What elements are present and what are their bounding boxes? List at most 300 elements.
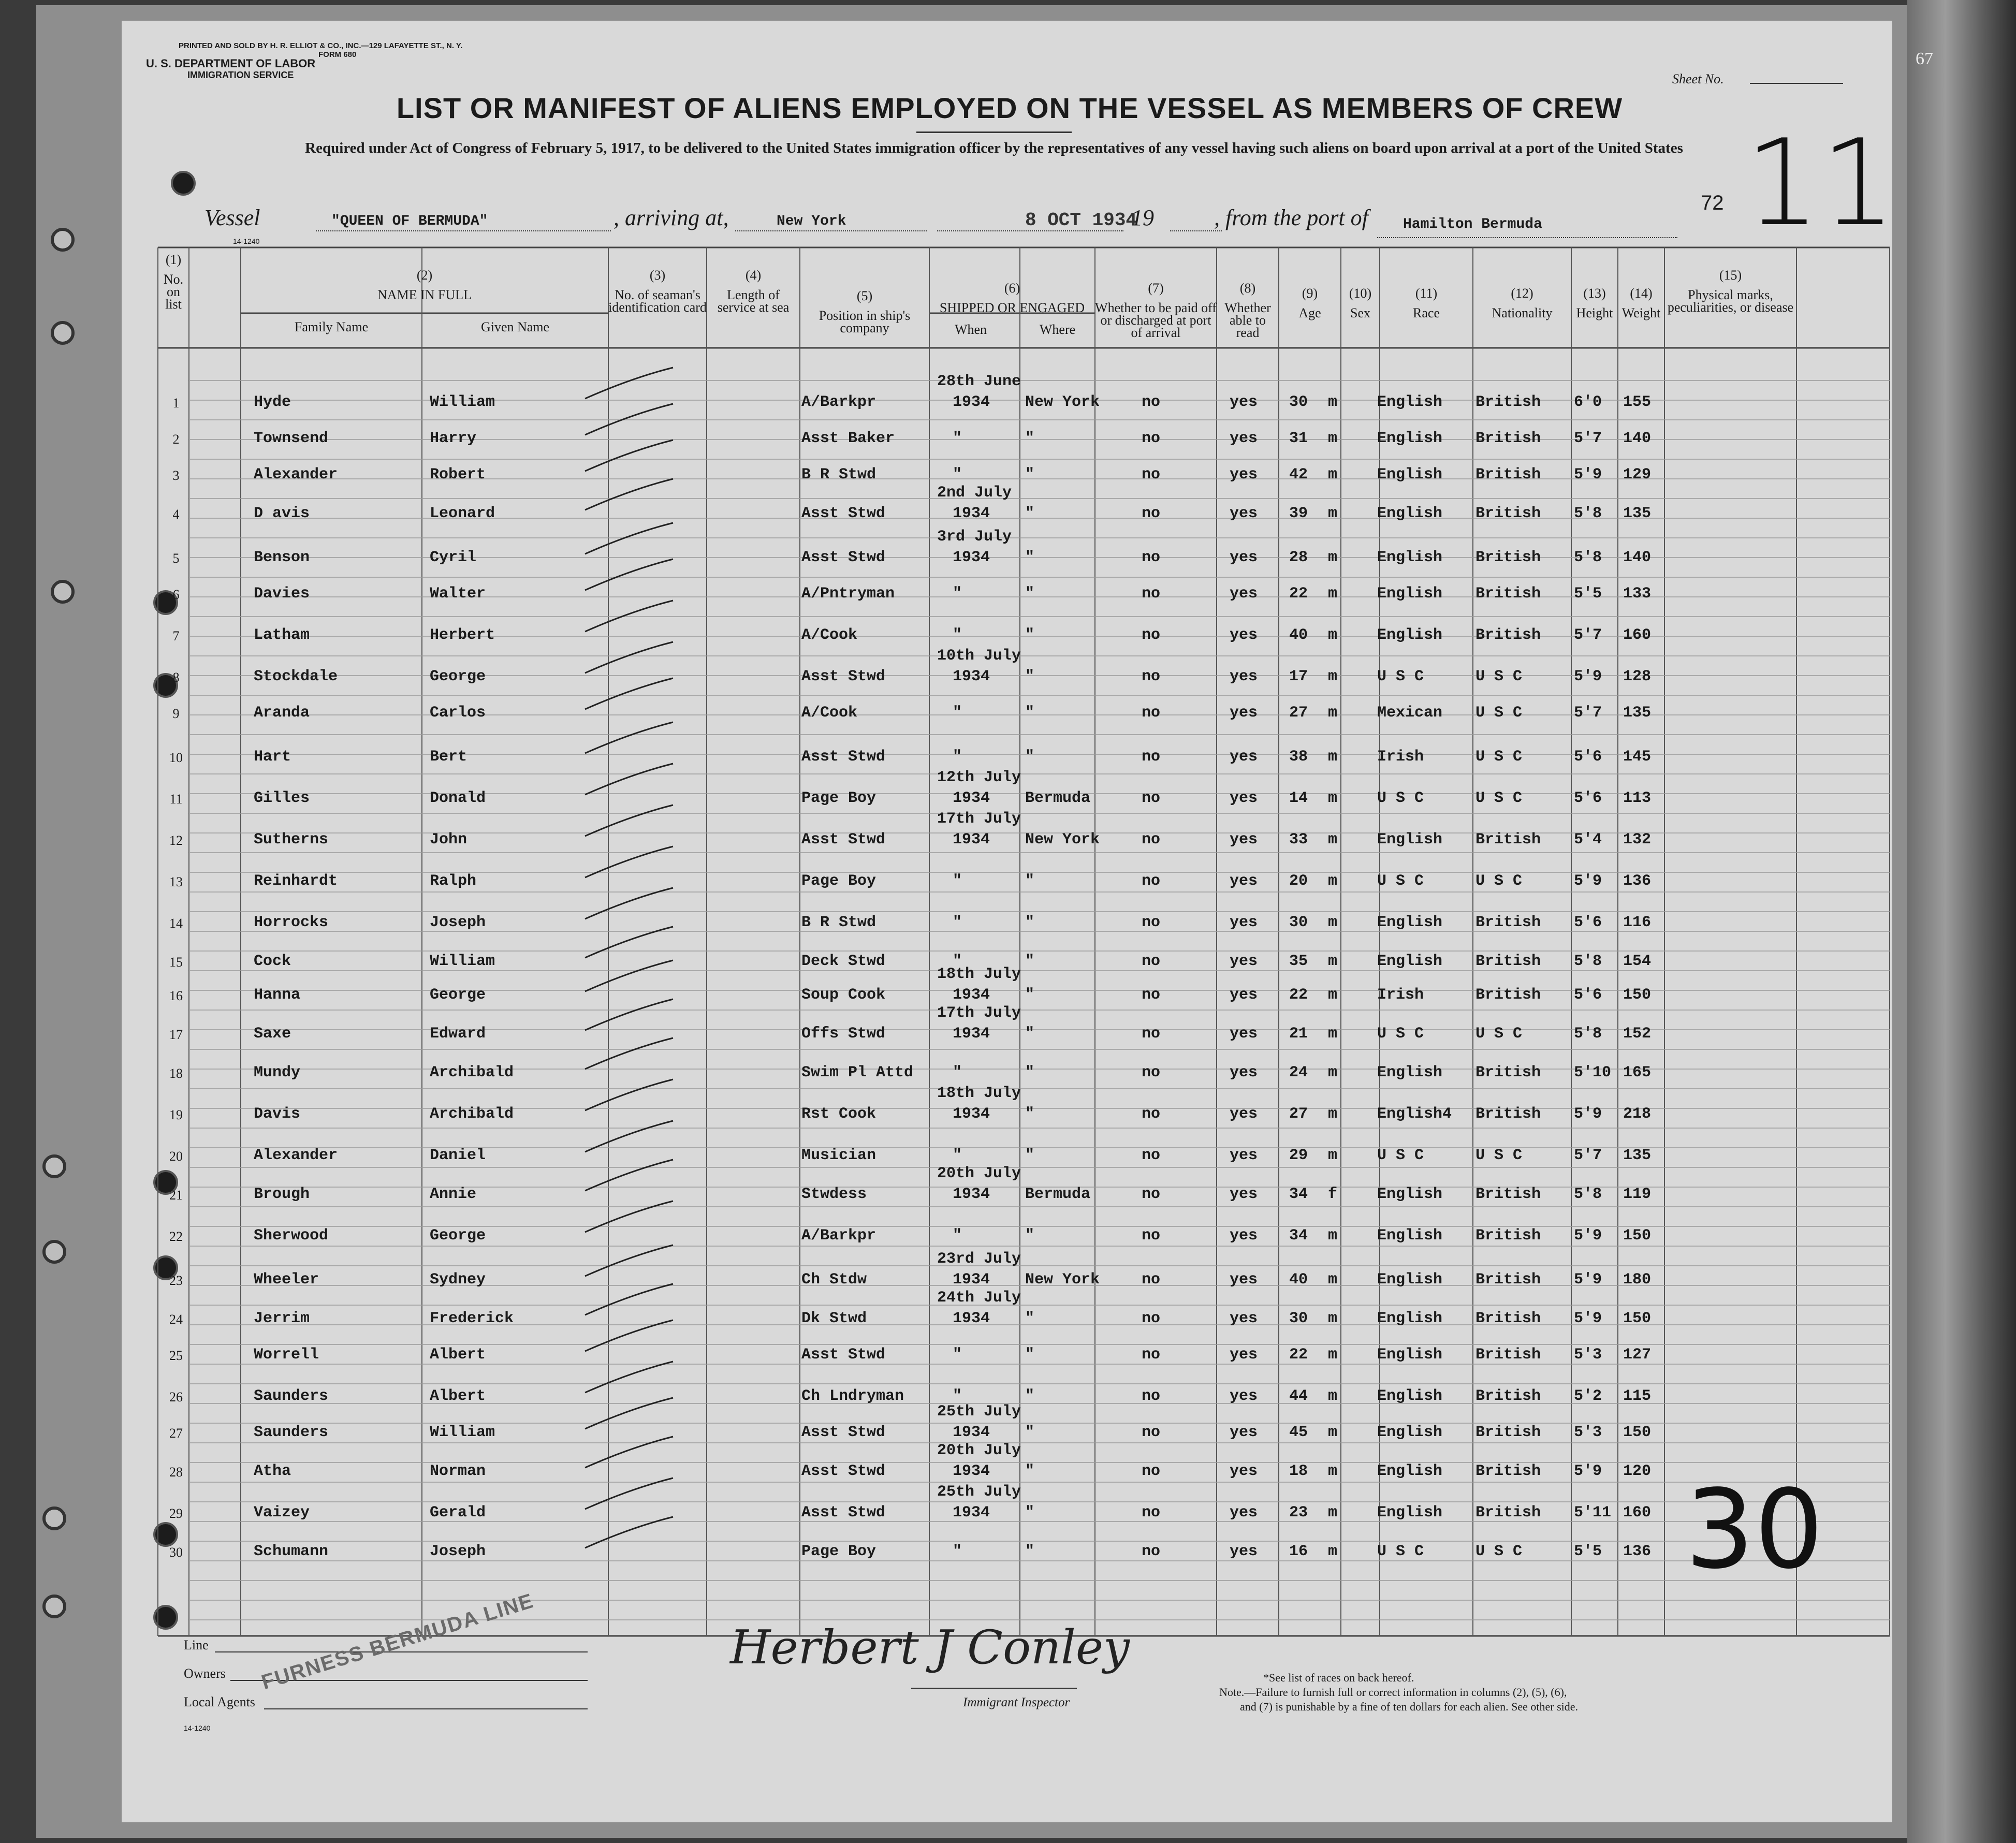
cell-when: 28th June — [937, 373, 1021, 390]
cell-family: D avis — [254, 505, 310, 522]
column-number: (5) — [856, 288, 873, 303]
cell-no: 30 — [169, 1545, 183, 1560]
cell-nat: British — [1476, 986, 1541, 1004]
cell-read: yes — [1230, 1064, 1258, 1081]
cell-position: Asst Stwd — [801, 668, 886, 685]
cell-where: " — [1025, 953, 1035, 970]
column-label: Sex — [1350, 305, 1370, 320]
slash-mark — [585, 642, 673, 673]
cell-nat: British — [1476, 549, 1541, 566]
cell-race: English — [1377, 831, 1443, 849]
cell-age: 44 — [1289, 1387, 1308, 1405]
cell-paid: no — [1142, 1147, 1161, 1164]
cell-paid: no — [1142, 831, 1161, 849]
slash-mark — [585, 1284, 673, 1315]
cell-nat: British — [1476, 1462, 1541, 1480]
cell-when: 1934 — [953, 393, 990, 411]
cell-height: 5'9 — [1574, 668, 1602, 685]
cell-where: " — [1025, 1227, 1035, 1245]
cell-age: 22 — [1289, 1346, 1308, 1364]
cell-read: yes — [1230, 626, 1258, 644]
cell-given: Archibald — [430, 1064, 514, 1081]
cell-position: Asst Stwd — [801, 831, 886, 849]
cell-family: Alexander — [254, 1147, 338, 1164]
cell-sex: m — [1328, 914, 1338, 931]
fine-note-2: and (7) is punishable by a fine of ten dollars for each alien. See other side. — [1240, 1700, 1579, 1713]
cell-race: English — [1377, 505, 1443, 522]
cell-nat: British — [1476, 393, 1541, 411]
cell-when: 1934 — [953, 831, 990, 849]
slash-mark — [585, 888, 673, 919]
cell-given: Herbert — [430, 626, 495, 644]
column-label: Position in ship's company — [819, 308, 911, 335]
department-name: U. S. DEPARTMENT OF LABOR — [146, 57, 316, 70]
cell-family: Sutherns — [254, 831, 329, 849]
cell-family: Benson — [254, 549, 310, 566]
cell-race: English — [1377, 1064, 1443, 1081]
cell-weight: 150 — [1623, 1424, 1652, 1441]
cell-weight: 136 — [1623, 1543, 1652, 1560]
column-label: Given Name — [480, 319, 550, 334]
cell-nat: British — [1476, 1271, 1541, 1289]
column-label: Weight — [1621, 305, 1661, 320]
cell-nat: British — [1476, 1504, 1541, 1522]
cell-when: " — [953, 872, 962, 890]
cell-weight: 150 — [1623, 986, 1652, 1004]
cell-race: U S C — [1377, 789, 1424, 807]
cell-when: 25th July — [937, 1403, 1021, 1421]
cell-no: 15 — [169, 955, 183, 970]
cell-race: English — [1377, 466, 1443, 484]
cell-when: 1934 — [953, 1186, 990, 1203]
cell-given: Frederick — [430, 1310, 514, 1327]
cell-given: Albert — [430, 1346, 486, 1364]
cell-age: 29 — [1289, 1147, 1308, 1164]
cell-where: " — [1025, 1025, 1035, 1043]
cell-no: 19 — [169, 1107, 183, 1122]
column-label: No. on list — [163, 272, 184, 312]
cell-paid: no — [1142, 704, 1161, 722]
cell-nat: British — [1476, 466, 1541, 484]
cell-read: yes — [1230, 986, 1258, 1004]
cell-race: English — [1377, 1387, 1443, 1405]
cell-sex: m — [1328, 1424, 1338, 1441]
slash-mark — [585, 1398, 673, 1429]
page-number: 72 — [1701, 192, 1724, 214]
cell-sex: m — [1328, 831, 1338, 849]
cell-sex: m — [1328, 549, 1338, 566]
cell-sex: m — [1328, 1387, 1338, 1405]
cell-age: 20 — [1289, 872, 1308, 890]
cell-height: 5'8 — [1574, 953, 1602, 970]
cell-when: " — [953, 1387, 962, 1405]
cell-where: " — [1025, 872, 1035, 890]
cell-position: Offs Stwd — [801, 1025, 886, 1043]
cell-weight: 218 — [1623, 1105, 1652, 1123]
cell-read: yes — [1230, 430, 1258, 447]
cell-family: Saunders — [254, 1424, 329, 1441]
cell-sex: m — [1328, 704, 1338, 722]
cell-paid: no — [1142, 1025, 1161, 1043]
cell-nat: British — [1476, 831, 1541, 849]
arriving-port: New York — [777, 213, 846, 229]
cell-paid: no — [1142, 1105, 1161, 1123]
cell-read: yes — [1230, 1462, 1258, 1480]
cell-nat: British — [1476, 626, 1541, 644]
cell-sex: m — [1328, 1105, 1338, 1123]
column-number: (13) — [1583, 286, 1606, 301]
cell-height: 5'4 — [1574, 831, 1602, 849]
cell-given: Albert — [430, 1387, 486, 1405]
cell-sex: m — [1328, 872, 1338, 890]
cell-read: yes — [1230, 549, 1258, 566]
cell-read: yes — [1230, 789, 1258, 807]
cell-sex: f — [1328, 1186, 1338, 1203]
form-number: FORM 680 — [318, 50, 357, 59]
cell-age: 18 — [1289, 1462, 1308, 1480]
vessel-label: Vessel — [204, 205, 260, 230]
cell-when: " — [953, 466, 962, 484]
cell-family: Vaizey — [254, 1504, 310, 1522]
cell-sex: m — [1328, 1310, 1338, 1327]
cell-position: Swim Pl Attd — [801, 1064, 914, 1081]
cell-height: 5'9 — [1574, 1310, 1602, 1327]
cell-sex: m — [1328, 626, 1338, 644]
cell-weight: 135 — [1623, 505, 1652, 522]
cell-sex: m — [1328, 1346, 1338, 1364]
cell-nat: British — [1476, 1227, 1541, 1245]
cell-height: 6'0 — [1574, 393, 1602, 411]
cell-no: 1 — [172, 396, 180, 411]
cell-given: William — [430, 953, 495, 970]
cell-when: " — [953, 626, 962, 644]
slash-mark — [585, 1245, 673, 1276]
cell-race: U S C — [1377, 872, 1424, 890]
cell-race: U S C — [1377, 1147, 1424, 1164]
cell-position: Asst Stwd — [801, 549, 886, 566]
cell-family: Mundy — [254, 1064, 301, 1081]
cell-given: Cyril — [430, 549, 477, 566]
cell-read: yes — [1230, 1147, 1258, 1164]
column-label: Race — [1413, 305, 1440, 320]
cell-family: Stockdale — [254, 668, 338, 685]
cell-given: Donald — [430, 789, 486, 807]
cell-nat: British — [1476, 1424, 1541, 1441]
cell-given: William — [430, 1424, 495, 1441]
cell-weight: 136 — [1623, 872, 1652, 890]
cell-weight: 152 — [1623, 1025, 1652, 1043]
cell-position: Soup Cook — [801, 986, 886, 1004]
cell-paid: no — [1142, 668, 1161, 685]
slash-mark — [585, 764, 673, 795]
cell-no: 11 — [169, 792, 183, 807]
cell-no: 6 — [172, 587, 180, 602]
cell-where: Bermuda — [1025, 1186, 1091, 1203]
cell-race: Mexican — [1377, 704, 1443, 722]
cell-paid: no — [1142, 430, 1161, 447]
column-label: Whether to be paid off or discharged at port of arrival — [1095, 300, 1217, 340]
slash-mark — [585, 999, 673, 1030]
cell-position: Musician — [801, 1147, 876, 1164]
cell-position: A/Pntryman — [801, 585, 895, 603]
cell-read: yes — [1230, 831, 1258, 849]
column-label: When — [954, 322, 987, 337]
cell-family: Gilles — [254, 789, 310, 807]
cell-when: " — [953, 1227, 962, 1245]
slash-mark — [585, 523, 673, 554]
cell-weight: 129 — [1623, 466, 1652, 484]
cell-family: Saxe — [254, 1025, 291, 1043]
line-label: Line — [184, 1637, 209, 1652]
cell-no: 2 — [172, 432, 180, 447]
slash-mark — [585, 559, 673, 590]
column-label: No. of seaman's identification card — [608, 287, 707, 315]
cell-when: 17th July — [937, 1004, 1021, 1022]
cell-when: " — [953, 430, 962, 447]
slash-mark — [585, 960, 673, 991]
cell-height: 5'9 — [1574, 872, 1602, 890]
column-number: (4) — [745, 268, 762, 283]
column-number: (7) — [1148, 281, 1164, 296]
cell-position: A/Barkpr — [801, 393, 876, 411]
cell-when: 10th July — [937, 647, 1021, 665]
slash-mark — [585, 1517, 673, 1548]
inspector-label: Immigrant Inspector — [963, 1695, 1070, 1709]
cell-sex: m — [1328, 1543, 1338, 1560]
cell-where: " — [1025, 1387, 1035, 1405]
cell-position: Asst Stwd — [801, 1346, 886, 1364]
cell-read: yes — [1230, 1227, 1258, 1245]
cell-read: yes — [1230, 704, 1258, 722]
cell-family: Wheeler — [254, 1271, 319, 1289]
cell-where: " — [1025, 1543, 1035, 1560]
cell-read: yes — [1230, 953, 1258, 970]
cell-where: New York — [1025, 831, 1100, 849]
cell-race: U S C — [1377, 668, 1424, 685]
cell-sex: m — [1328, 1271, 1338, 1289]
cell-given: Gerald — [430, 1504, 486, 1522]
cell-race: English — [1377, 549, 1443, 566]
cell-age: 30 — [1289, 393, 1308, 411]
cell-weight: 127 — [1623, 1346, 1652, 1364]
cell-height: 5'11 — [1574, 1504, 1612, 1522]
cell-family: Jerrim — [254, 1310, 310, 1327]
cell-age: 40 — [1289, 626, 1308, 644]
cell-no: 29 — [169, 1506, 183, 1521]
cell-nat: British — [1476, 1064, 1541, 1081]
cell-where: " — [1025, 986, 1035, 1004]
column-number: (3) — [649, 268, 666, 283]
cell-sex: m — [1328, 466, 1338, 484]
cell-sex: m — [1328, 505, 1338, 522]
cell-height: 5'9 — [1574, 1105, 1602, 1123]
cell-read: yes — [1230, 1186, 1258, 1203]
slash-mark — [585, 846, 673, 877]
cell-where: " — [1025, 505, 1035, 522]
cell-where: " — [1025, 549, 1035, 566]
cell-read: yes — [1230, 1310, 1258, 1327]
cell-age: 42 — [1289, 466, 1308, 484]
cell-no: 20 — [169, 1149, 183, 1164]
cell-position: Ch Lndryman — [801, 1387, 904, 1405]
cell-height: 5'7 — [1574, 430, 1602, 447]
handwritten-total: 30 — [1685, 1466, 1824, 1593]
date-stamp: 8 OCT 1934 — [1025, 210, 1137, 231]
cell-position: A/Barkpr — [801, 1227, 876, 1245]
cell-age: 22 — [1289, 986, 1308, 1004]
cell-position: Asst Stwd — [801, 1504, 886, 1522]
cell-when: 1934 — [953, 1504, 990, 1522]
cell-when: 1934 — [953, 986, 990, 1004]
cell-weight: 160 — [1623, 1504, 1652, 1522]
cell-weight: 160 — [1623, 626, 1652, 644]
cell-given: George — [430, 668, 486, 685]
cell-age: 22 — [1289, 585, 1308, 603]
cell-where: " — [1025, 430, 1035, 447]
cell-position: Rst Cook — [801, 1105, 876, 1123]
cell-given: Daniel — [430, 1147, 486, 1164]
cell-family: Townsend — [254, 430, 329, 447]
cell-where: " — [1025, 1310, 1035, 1327]
cell-weight: 165 — [1623, 1064, 1652, 1081]
cell-weight: 154 — [1623, 953, 1652, 970]
cell-position: Page Boy — [801, 789, 876, 807]
cell-where: " — [1025, 1346, 1035, 1364]
slash-mark — [585, 1201, 673, 1232]
cell-height: 5'5 — [1574, 1543, 1602, 1560]
cell-height: 5'9 — [1574, 1227, 1602, 1245]
cell-weight: 140 — [1623, 549, 1652, 566]
cell-age: 34 — [1289, 1227, 1308, 1245]
cell-when: 3rd July — [937, 528, 1012, 546]
cell-age: 33 — [1289, 831, 1308, 849]
cell-nat: U S C — [1476, 1543, 1523, 1560]
cell-read: yes — [1230, 505, 1258, 522]
cell-race: English — [1377, 585, 1443, 603]
agents-label: Local Agents — [184, 1694, 255, 1709]
agents-underline — [264, 1708, 588, 1709]
cell-nat: U S C — [1476, 668, 1523, 685]
cell-nat: U S C — [1476, 1147, 1523, 1164]
cell-family: Aranda — [254, 704, 310, 722]
cell-no: 26 — [169, 1389, 183, 1405]
cell-given: Norman — [430, 1462, 486, 1480]
cell-no: 13 — [169, 874, 183, 889]
cell-when: " — [953, 1064, 962, 1081]
page-subtitle: Required under Act of Congress of February 5, 1917, to be delivered to the United States immigration officer by the representatives of any vessel having such aliens on board upon arrival at a port of the United States — [305, 140, 1683, 156]
cell-age: 31 — [1289, 430, 1308, 447]
cell-nat: British — [1476, 1186, 1541, 1203]
from-label: , from the port of — [1214, 205, 1368, 230]
cell-family: Latham — [254, 626, 310, 644]
cell-sex: m — [1328, 986, 1338, 1004]
cell-when: 12th July — [937, 769, 1021, 786]
slash-mark — [585, 404, 673, 435]
cell-when: " — [953, 1346, 962, 1364]
slash-mark — [585, 805, 673, 836]
cell-nat: British — [1476, 585, 1541, 603]
cell-no: 14 — [169, 916, 183, 931]
column-number: (10) — [1349, 286, 1372, 301]
slash-mark — [585, 1478, 673, 1509]
from-port: Hamilton Bermuda — [1403, 216, 1542, 232]
cell-weight: 145 — [1623, 748, 1652, 766]
cell-paid: no — [1142, 505, 1161, 522]
cell-position: Asst Stwd — [801, 505, 886, 522]
column-label: Length of service at sea — [717, 287, 790, 315]
cell-when: 1934 — [953, 1271, 990, 1289]
cell-read: yes — [1230, 585, 1258, 603]
cell-when: " — [953, 1543, 962, 1560]
cell-sex: m — [1328, 1147, 1338, 1164]
cell-height: 5'9 — [1574, 1462, 1602, 1480]
cell-race: Irish — [1377, 986, 1424, 1004]
cell-nat: U S C — [1476, 872, 1523, 890]
cell-family: Schumann — [254, 1543, 329, 1560]
cell-no: 3 — [172, 468, 180, 483]
cell-race: English — [1377, 430, 1443, 447]
cell-weight: 135 — [1623, 1147, 1652, 1164]
cell-age: 45 — [1289, 1424, 1308, 1441]
cell-position: A/Cook — [801, 704, 858, 722]
cell-age: 39 — [1289, 505, 1308, 522]
cell-family: Worrell — [254, 1346, 319, 1364]
cell-sex: m — [1328, 585, 1338, 603]
cell-paid: no — [1142, 1462, 1161, 1480]
cell-race: English — [1377, 1227, 1443, 1245]
cell-paid: no — [1142, 1424, 1161, 1441]
department-service: IMMIGRATION SERVICE — [187, 70, 294, 80]
cell-height: 5'3 — [1574, 1346, 1602, 1364]
cell-paid: no — [1142, 393, 1161, 411]
form-code-top: 14-1240 — [233, 237, 260, 245]
company-stamp: FURNESS BERMUDA LINE — [259, 1589, 537, 1694]
cell-height: 5'6 — [1574, 748, 1602, 766]
cell-sex: m — [1328, 1462, 1338, 1480]
cell-given: Harry — [430, 430, 477, 447]
cell-race: English — [1377, 1462, 1443, 1480]
cell-no: 7 — [172, 628, 180, 643]
owners-label: Owners — [184, 1666, 226, 1681]
cell-family: Brough — [254, 1186, 310, 1203]
cell-nat: U S C — [1476, 789, 1523, 807]
cell-sex: m — [1328, 430, 1338, 447]
sheet-number-label: Sheet No. — [1672, 71, 1724, 86]
cell-weight: 180 — [1623, 1271, 1652, 1289]
column-number: (14) — [1630, 286, 1653, 301]
column-number: (11) — [1415, 286, 1438, 301]
arriving-label: , arriving at, — [613, 205, 729, 230]
cell-when: 1934 — [953, 549, 990, 566]
cell-when: " — [953, 1147, 962, 1164]
cell-family: Davies — [254, 585, 310, 603]
cell-sex: m — [1328, 1025, 1338, 1043]
cell-paid: no — [1142, 1271, 1161, 1289]
cell-sex: m — [1328, 748, 1338, 766]
cell-weight: 140 — [1623, 430, 1652, 447]
cell-no: 18 — [169, 1066, 183, 1081]
cell-read: yes — [1230, 1346, 1258, 1364]
cell-paid: no — [1142, 748, 1161, 766]
cell-no: 23 — [169, 1273, 183, 1288]
cell-weight: 128 — [1623, 668, 1652, 685]
cell-family: Hyde — [254, 393, 291, 411]
cell-position: Stwdess — [801, 1186, 867, 1203]
column-label: NAME IN FULL — [377, 287, 472, 302]
cell-age: 24 — [1289, 1064, 1308, 1081]
cell-race: English — [1377, 953, 1443, 970]
cell-family: Atha — [254, 1462, 291, 1480]
